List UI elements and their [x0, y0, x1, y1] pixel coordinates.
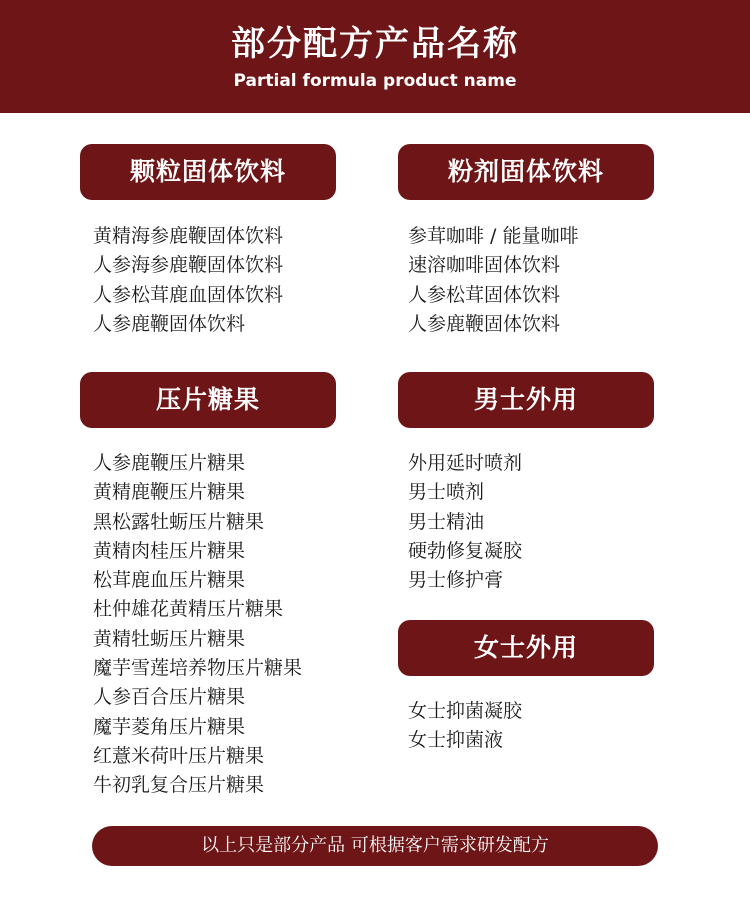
list-item: 男士喷剂: [408, 481, 485, 504]
footer-note: 以上只是部分产品 可根据客户需求研发配方: [92, 826, 658, 866]
section-title-powder-drink: 粉剂固体饮料: [398, 144, 654, 200]
women-external-list: [408, 697, 522, 756]
page-subtitle: Partial formula product name: [233, 71, 517, 91]
list-item: 黄精肉桂压片糖果: [93, 539, 246, 562]
list-item: 外用延时喷剂: [408, 452, 523, 474]
list-item: 人参百合压片糖果: [93, 686, 246, 709]
list-item: 硬勃修复凝胶: [408, 539, 523, 562]
list-item: 魔芋菱角压片糖果: [93, 715, 246, 738]
tablet-candy-list: [93, 449, 302, 801]
list-item: 人参松茸鹿血固体饮料: [93, 283, 284, 306]
list-item: 参茸咖啡 / 能量咖啡: [408, 225, 579, 247]
list-item: 速溶咖啡固体饮料: [408, 254, 561, 277]
list-item: 人参鹿鞭固体饮料: [408, 312, 561, 335]
list-item: 松茸鹿血压片糖果: [93, 569, 246, 592]
list-item: 人参海参鹿鞭固体饮料: [93, 254, 284, 277]
granule-drink-list: [93, 222, 283, 339]
page-title: 部分配方产品名称: [231, 24, 519, 64]
men-external-list: [408, 449, 522, 595]
list-item: 魔芋雪莲培养物压片糖果: [93, 657, 303, 680]
list-item: 女士抑菌凝胶: [408, 700, 523, 722]
list-item: 黄精牡蛎压片糖果: [93, 627, 246, 650]
list-item: 人参松茸固体饮料: [408, 283, 561, 306]
list-item: 红薏米荷叶压片糖果: [93, 744, 265, 767]
powder-drink-list: [408, 222, 578, 339]
list-item: 牛初乳复合压片糖果: [93, 774, 265, 797]
section-title-tablet-candy: 压片糖果: [80, 372, 336, 428]
list-item: 黄精海参鹿鞭固体饮料: [93, 225, 284, 247]
list-item: 男士修护膏: [408, 569, 504, 592]
section-title-women-external: 女士外用: [398, 620, 654, 676]
list-item: 人参鹿鞭压片糖果: [93, 452, 246, 474]
section-title-men-external: 男士外用: [398, 372, 654, 428]
list-item: 人参鹿鞭固体饮料: [93, 312, 246, 335]
header-banner: [0, 0, 750, 113]
list-item: 男士精油: [408, 510, 485, 533]
list-item: 杜仲雄花黄精压片糖果: [93, 598, 284, 621]
list-item: 女士抑菌液: [408, 729, 504, 752]
list-item: 黑松露牡蛎压片糖果: [93, 510, 265, 533]
section-title-granule-drink: 颗粒固体饮料: [80, 144, 336, 200]
list-item: 黄精鹿鞭压片糖果: [93, 481, 246, 504]
